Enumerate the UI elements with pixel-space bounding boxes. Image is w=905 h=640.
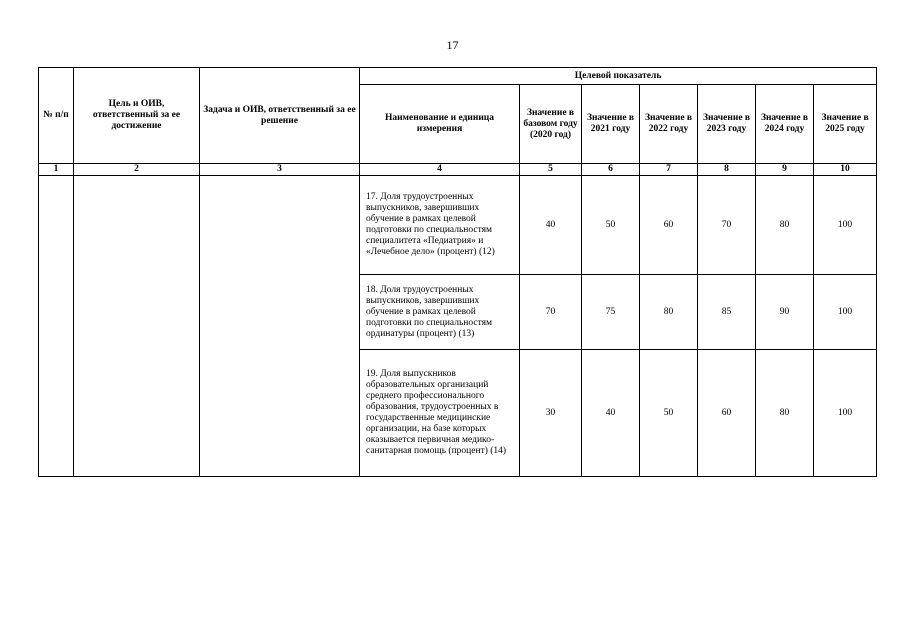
value-2021: 40	[582, 350, 640, 477]
column-number: 9	[756, 164, 814, 176]
column-number: 8	[698, 164, 756, 176]
value-2023: 70	[698, 176, 756, 275]
value-2021: 50	[582, 176, 640, 275]
cell-goal-empty	[74, 176, 200, 477]
value-2023: 85	[698, 275, 756, 350]
cell-task-empty	[200, 176, 360, 477]
indicator-name: 19. Доля выпускников образовательных организаций среднего профессионального образования, трудоустроенных в государственные медицинские организации, на базе которых оказывается первичная медико-санитарная помощь (процент) (14)	[360, 350, 520, 477]
value-2023: 60	[698, 350, 756, 477]
header-2025: Значение в 2025 году	[814, 85, 877, 164]
indicator-name: 17. Доля трудоустроенных выпускников, завершивших обучение в рамках целевой подготовки по специальностям специалитета «Педиатрия» и «Лечебное дело» (процент) (12)	[360, 176, 520, 275]
column-number: 5	[520, 164, 582, 176]
header-2022: Значение в 2022 году	[640, 85, 698, 164]
header-2024: Значение в 2024 году	[756, 85, 814, 164]
value-2025: 100	[814, 275, 877, 350]
header-target-indicator: Целевой показатель	[360, 68, 877, 85]
value-2022: 50	[640, 350, 698, 477]
column-number: 4	[360, 164, 520, 176]
column-number: 1	[39, 164, 74, 176]
header-2023: Значение в 2023 году	[698, 85, 756, 164]
value-base: 40	[520, 176, 582, 275]
column-number: 6	[582, 164, 640, 176]
value-2024: 80	[756, 176, 814, 275]
page-number: 17	[446, 38, 459, 52]
column-number: 10	[814, 164, 877, 176]
value-2025: 100	[814, 176, 877, 275]
value-base: 30	[520, 350, 582, 477]
header-2021: Значение в 2021 году	[582, 85, 640, 164]
value-2024: 80	[756, 350, 814, 477]
value-2022: 80	[640, 275, 698, 350]
header-task: Задача и ОИВ, ответственный за ее решение	[200, 68, 360, 164]
value-2021: 75	[582, 275, 640, 350]
value-2024: 90	[756, 275, 814, 350]
column-number: 3	[200, 164, 360, 176]
target-indicators-table	[38, 67, 877, 477]
column-number: 2	[74, 164, 200, 176]
header-goal: Цель и ОИВ, ответственный за ее достижение	[74, 68, 200, 164]
value-2025: 100	[814, 350, 877, 477]
column-number-row	[39, 164, 877, 176]
table-row	[39, 176, 877, 275]
header-number: № п/п	[39, 68, 74, 164]
column-number: 7	[640, 164, 698, 176]
value-2022: 60	[640, 176, 698, 275]
cell-number-empty	[39, 176, 74, 477]
header-name-unit: Наименование и единица измерения	[360, 85, 520, 164]
header-base-year: Значение в базовом году (2020 год)	[520, 85, 582, 164]
value-base: 70	[520, 275, 582, 350]
indicator-name: 18. Доля трудоустроенных выпускников, завершивших обучение в рамках целевой подготовки по специальностям ординатуры (процент) (13)	[360, 275, 520, 350]
